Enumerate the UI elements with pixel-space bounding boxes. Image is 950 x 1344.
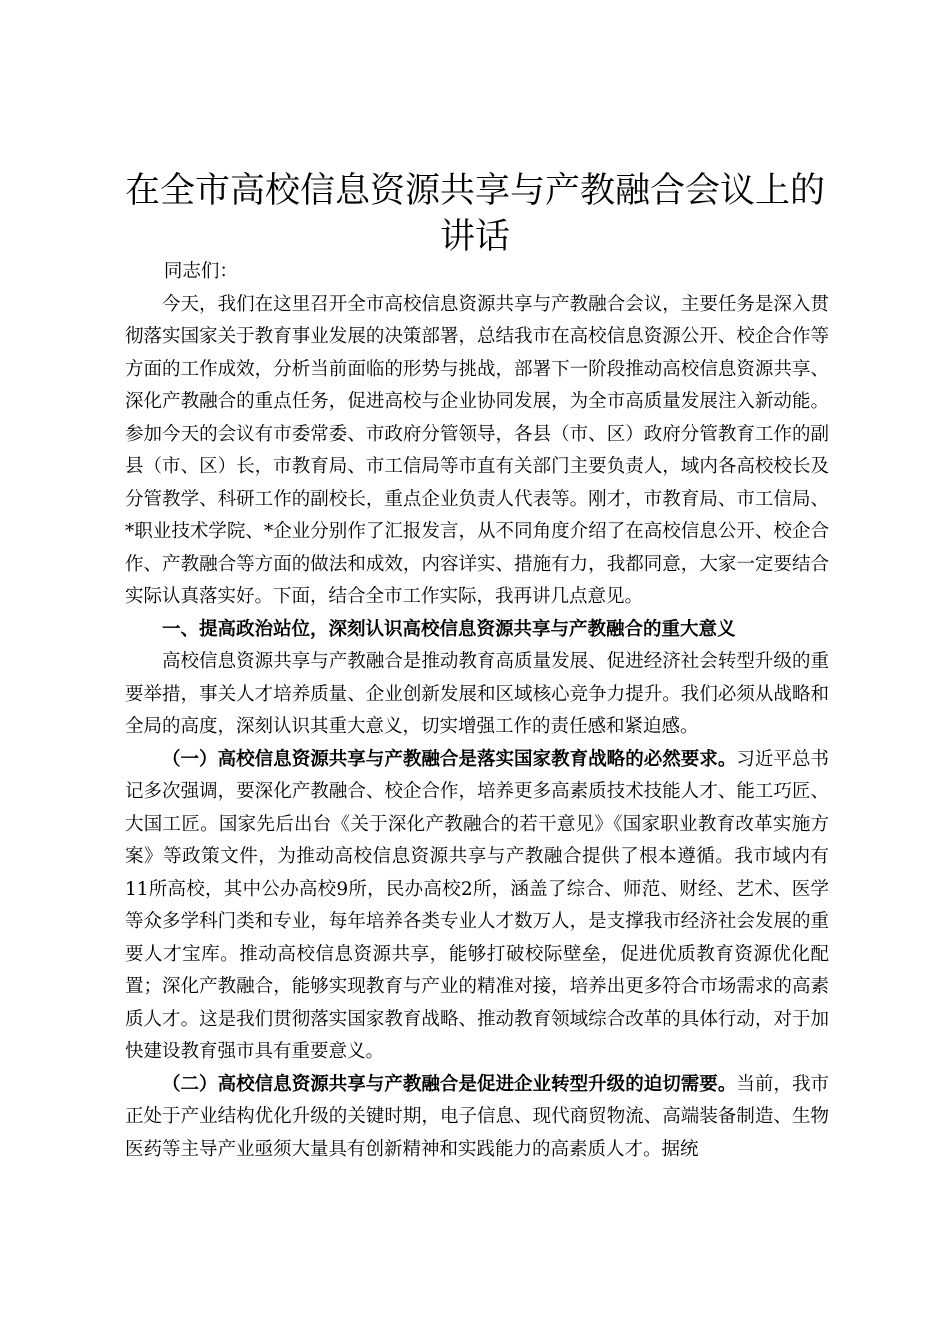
document-body bbox=[125, 256, 829, 1166]
section-heading-1: 一、提高政治站位，深刻认识高校信息资源共享与产教融合的重大意义 bbox=[162, 618, 736, 640]
subsection-1-lead: （一）高校信息资源共享与产教融合是落实国家教育战略的必然要求。 bbox=[162, 748, 737, 770]
subsection-2 bbox=[125, 1069, 829, 1167]
subsection-2-lead: （二）高校信息资源共享与产教融合是促进企业转型升级的迫切需要。 bbox=[162, 1073, 737, 1095]
paragraph-intro: 今天，我们在这里召开全市高校信息资源共享与产教融合会议，主要任务是深入贯彻落实国家关于教育事业发展的决策部署，总结我市在高校信息资源公开、校企合作等方面的工作成效，分析当前面临的形势与挑战，部署下一阶段推动高校信息资源共享、深化产教融合的重点任务，促进高校与企业协同发展，为全市高质量发展注入新动能。参加今天的会议有市委常委、市政府分管领导，各县（市、区）政府分管教育工作的副县（市、区）长，市教育局、市工信局等市直有关部门主要负责人，域内各高校校长及分管教学、科研工作的副校长，重点企业负责人代表等。刚才，市教育局、市工信局、*职业技术学院、*企业分别作了汇报发言，从不同角度介绍了在高校信息公开、校企合作、产教融合等方面的做法和成效，内容详实、措施有力，我都同意，大家一定要结合实际认真落实好。下面，结合全市工作实际，我再讲几点意见。 bbox=[125, 293, 829, 607]
subsection-2-text: 当前，我市正处于产业结构优化升级的关键时期，电子信息、现代商贸物流、高端装备制造、生物医药等主导产业亟须大量具有创新精神和实践能力的高素质人才。据统 bbox=[125, 1073, 829, 1160]
subsection-1-text: 习近平总书记多次强调，要深化产教融合、校企合作，培养更多高素质技术技能人才、能工巧匠、大国工匠。国家先后出台《关于深化产教融合的若干意见》《国家职业教育改革实施方案》等政策文件，为推动高校信息资源共享与产教融合提供了根本遵循。我市域内有11所高校，其中公办高校9所，民办高校2所，涵盖了综合、师范、财经、艺术、医学等众多学科门类和专业，每年培养各类专业人才数万人，是支撑我市经济社会发展的重要人才宝库。推动高校信息资源共享，能够打破校际壁垒，促进优质教育资源优化配置；深化产教融合，能够实现教育与产业的精准对接，培养出更多符合市场需求的高素质人才。这是我们贯彻落实国家教育战略、推动教育领域综合改革的具体行动，对于加快建设教育强市具有重要意义。 bbox=[125, 748, 829, 1062]
salutation: 同志们： bbox=[163, 261, 238, 282]
document-title: 在全市高校信息资源共享与产教融合会议上的讲话 bbox=[124, 171, 825, 257]
paragraph-significance: 高校信息资源共享与产教融合是推动教育高质量发展、促进经济社会转型升级的重要举措，事关人才培养质量、企业创新发展和区域核心竞争力提升。我们必须从战略和全局的高度，深刻认识其重大意义，切实增强工作的责任感和紧迫感。 bbox=[125, 651, 829, 737]
subsection-1 bbox=[125, 744, 829, 1069]
